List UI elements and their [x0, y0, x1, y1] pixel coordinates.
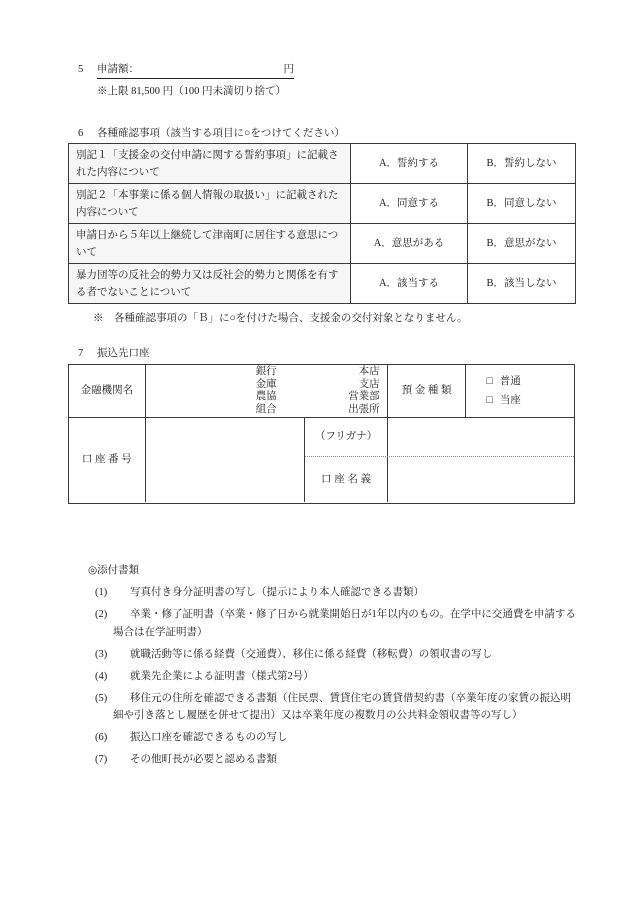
section-5-amount — [78, 62, 294, 79]
bank-type[interactable]: 銀行 — [255, 366, 277, 377]
attachments-section — [88, 563, 577, 773]
attachment-number: (3) — [95, 648, 108, 660]
confirmation-item: 申請日から５年以上継続して津南町に居住する意思について — [69, 224, 351, 264]
attachments-title: ◎添付書類 — [88, 565, 140, 576]
section-7-heading — [78, 346, 150, 362]
attachment-text: 振込口座を確認できるものの写し — [130, 732, 288, 743]
list-item — [95, 690, 577, 725]
list-item — [95, 606, 577, 641]
furigana-subrow — [305, 418, 574, 457]
list-item — [95, 646, 577, 664]
confirmation-item: 別記２「本事業に係る個人情報の取扱い」に記載された内容について — [69, 184, 351, 224]
account-number-input-cell[interactable] — [146, 418, 305, 502]
furigana-input-cell[interactable] — [388, 418, 574, 456]
confirmation-option-b[interactable]: B．誓約しない — [468, 144, 576, 184]
confirmation-option-b[interactable]: B．同意しない — [468, 184, 576, 224]
table-row — [69, 184, 576, 224]
confirmation-option-b[interactable]: B．意思がない — [468, 224, 576, 264]
section-6-heading — [78, 126, 345, 142]
attachment-text: 就職活動等に係る経費（交通費）、移住に係る経費（移転費）の領収書の写し — [130, 648, 493, 660]
institution-label: 金融機関名 — [69, 365, 146, 417]
branch-type-options — [348, 366, 380, 416]
attachment-text: 卒業・修了証明書（卒業・修了日から就業開始日が1年以内のもの。在学中に交通費を申請する場合は在学証明書） — [113, 609, 576, 638]
confirmation-option-a[interactable]: A．該当する — [351, 264, 468, 304]
attachment-number: (2) — [95, 609, 108, 620]
deposit-type-label: 預 金 種 類 — [388, 365, 467, 417]
amount-label: 申請額： — [97, 64, 139, 75]
application-amount-line — [97, 62, 294, 79]
branch-type[interactable]: 支店 — [358, 378, 380, 390]
deposit-option-label: 当座 — [499, 394, 521, 406]
table-row — [69, 144, 576, 184]
confirmation-note: ※ 各種確認事項の「Ｂ」に○を付けた場合、支援金の交付対象となりません。 — [93, 313, 468, 324]
confirmation-item: 暴力団等の反社会的勢力又は反社会的勢力と関係を有する者でないことについて — [69, 264, 351, 304]
attachment-text: 移住元の住所を確認できる書類（住民票、賃貸住宅の賃貸借契約書（卒業年度の家賃の振込明細や引き落とし履歴を併せて提出）又は卒業年度の複数月の公共料金領収書等の写し） — [113, 692, 571, 721]
list-item — [95, 751, 577, 769]
section-7-number: 7 — [78, 348, 84, 359]
branch-type[interactable]: 営業部 — [348, 391, 380, 402]
bank-type[interactable]: 組合 — [255, 403, 277, 415]
branch-type[interactable]: 本店 — [358, 366, 380, 377]
bank-type[interactable]: 金庫 — [255, 378, 277, 390]
confirmation-option-a[interactable]: A．意思がある — [351, 224, 468, 264]
deposit-option-futsuu[interactable] — [486, 374, 520, 390]
checkbox-icon[interactable]: □ — [486, 375, 493, 387]
attachment-number: (4) — [95, 670, 108, 682]
confirmation-option-a[interactable]: A．同意する — [351, 184, 468, 224]
account-name-subrow — [305, 457, 574, 502]
amount-input-blank[interactable] — [139, 66, 284, 78]
section-5-number: 5 — [78, 64, 84, 75]
section-6-title: 各種確認事項（該当する項目に○をつけてください） — [97, 128, 345, 139]
account-number-label: 口 座 番 号 — [69, 418, 146, 502]
attachment-number: (1) — [95, 587, 108, 598]
table-row — [69, 224, 576, 264]
deposit-options-cell — [466, 365, 574, 417]
list-item — [95, 584, 577, 602]
bank-type[interactable]: 農協 — [255, 391, 277, 402]
furigana-label: （フリガナ） — [305, 418, 388, 456]
amount-unit-label: 円 — [283, 64, 294, 75]
account-name-input-cell[interactable] — [388, 457, 574, 502]
branch-type[interactable]: 出張所 — [348, 403, 380, 415]
confirmation-item: 別記１「支援金の交付申請に関する誓約事項」に記載された内容について — [69, 144, 351, 184]
bank-row-account — [69, 418, 574, 502]
deposit-option-label: 普通 — [499, 375, 521, 387]
attachment-number: (7) — [95, 754, 108, 765]
amount-limit-note: ※上限 81,500 円（100 円未満切り捨て） — [97, 86, 286, 97]
bank-account-table — [68, 364, 575, 504]
attachment-number: (5) — [95, 692, 108, 704]
list-item — [95, 729, 577, 747]
confirmation-option-a[interactable]: A．誓約する — [351, 144, 468, 184]
section-6-number: 6 — [78, 128, 84, 139]
institution-name-cell[interactable] — [146, 365, 388, 417]
account-name-label: 口 座 名 義 — [305, 457, 388, 502]
attachment-text: 写真付き身分証明書の写し（提示により本人確認できる書類） — [130, 587, 424, 598]
attachment-text: その他町長が必要と認める書類 — [130, 754, 277, 765]
list-item — [95, 668, 577, 686]
confirmation-option-b[interactable]: B．該当しない — [468, 264, 576, 304]
attachment-text: 就業先企業による証明書（様式第2号） — [130, 670, 314, 682]
attachment-number: (6) — [95, 732, 108, 743]
confirmation-table — [68, 143, 576, 304]
section-7-title: 振込先口座 — [97, 348, 150, 359]
table-row — [69, 264, 576, 304]
deposit-option-touza[interactable] — [486, 393, 520, 409]
bank-row-institution — [69, 365, 574, 418]
checkbox-icon[interactable]: □ — [486, 394, 493, 406]
account-name-group — [305, 418, 574, 502]
